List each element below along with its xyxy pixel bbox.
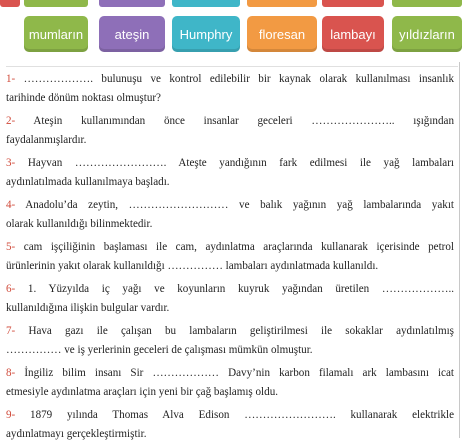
word-bank	[0, 16, 464, 56]
word-tile-6[interactable]	[392, 16, 462, 52]
question-8-line-1: 8- İngiliz bilim insanı Sir ……………… Davy’nin karbon filamalı ark lambasını icat	[6, 367, 454, 379]
tile-fragment	[24, 0, 88, 7]
word-tile-label: floresan	[258, 26, 306, 42]
tile-fragment	[322, 0, 384, 7]
question-8-line-2: etmesiyle aydınlatma araçları için yeni bir çağ başlamış oldu.	[6, 386, 279, 398]
top-tile-row-cut	[0, 0, 464, 8]
question-9-line-2: aydınlatmayı gerçekleştirmiştir.	[6, 428, 147, 440]
word-tile-4[interactable]	[247, 16, 317, 52]
word-tile-label: mumların	[28, 26, 84, 42]
word-tile-1[interactable]	[24, 16, 88, 52]
word-tile-2[interactable]	[99, 16, 165, 52]
question-5-line-1: 5- cam işçiliğinin başlaması ile cam, aydınlatma araçlarında kullanarak içerisinde petrol	[6, 241, 454, 253]
question-3-line-1: 3- Hayvan ……………………. Ateşte yandığının fark edilmesi ile yağ lambaları	[6, 157, 454, 169]
question-5-line-2: ürünlerinin yakıt olarak kullanıldığı …………… lambaları aydınlatmada kullanıldı.	[6, 260, 379, 272]
word-tile-5[interactable]	[322, 16, 384, 52]
question-7-line-2: …………… ve iş yerlerinin geceleri de çalışması mümkün olmuştur.	[6, 344, 313, 356]
tile-fragment	[99, 0, 165, 7]
question-6-line-1: 6- 1. Yüzyılda iç yağı ve koyunların kuyruk yağından üretilen ………………..	[6, 283, 454, 295]
question-1-line-1: 1- ………………. bulunuşu ve kontrol edilebilir bir kaynak olarak kullanılması insanlık	[6, 73, 454, 85]
question-2-line-1: 2- Ateşin kullanımından önce insanlar geceleri ………………….. ışığından	[6, 115, 454, 127]
tile-fragment	[247, 0, 317, 7]
question-2-line-2: faydalanmışlardır.	[6, 134, 87, 146]
divider	[6, 66, 458, 67]
tile-fragment	[392, 0, 462, 7]
question-7-line-1: 7- Hava gazı ile çalışan bu lambaların geliştirilmesi ile sokaklar aydınlatılmış	[6, 325, 454, 337]
page-border	[459, 62, 460, 438]
word-tile-label: Humphry	[179, 26, 233, 42]
word-tile-3[interactable]	[172, 16, 240, 52]
question-4-line-1: 4- Anadolu’da zeytin, ……………………… ve balık yağının yağ lambalarında yakıt	[6, 199, 454, 211]
tile-fragment	[0, 0, 20, 7]
question-6-line-2: kullanıldığına ilişkin bulgular vardır.	[6, 302, 170, 314]
question-1-line-2: tarihinde dönüm noktası olmuştur?	[6, 92, 161, 104]
question-3-line-2: aydınlatılmada kullanılmaya başladı.	[6, 176, 170, 188]
word-tile-label: ateşin	[114, 26, 150, 42]
question-9-line-1: 9- 1879 yılında Thomas Alva Edison ……………………. kullanarak elektrikle	[6, 409, 454, 421]
word-tile-label: yıldızların	[399, 26, 455, 42]
word-tile-label: lambayı	[330, 26, 376, 42]
question-4-line-2: olarak kullanıldığı bilinmektedir.	[6, 218, 153, 230]
tile-fragment	[172, 0, 240, 7]
